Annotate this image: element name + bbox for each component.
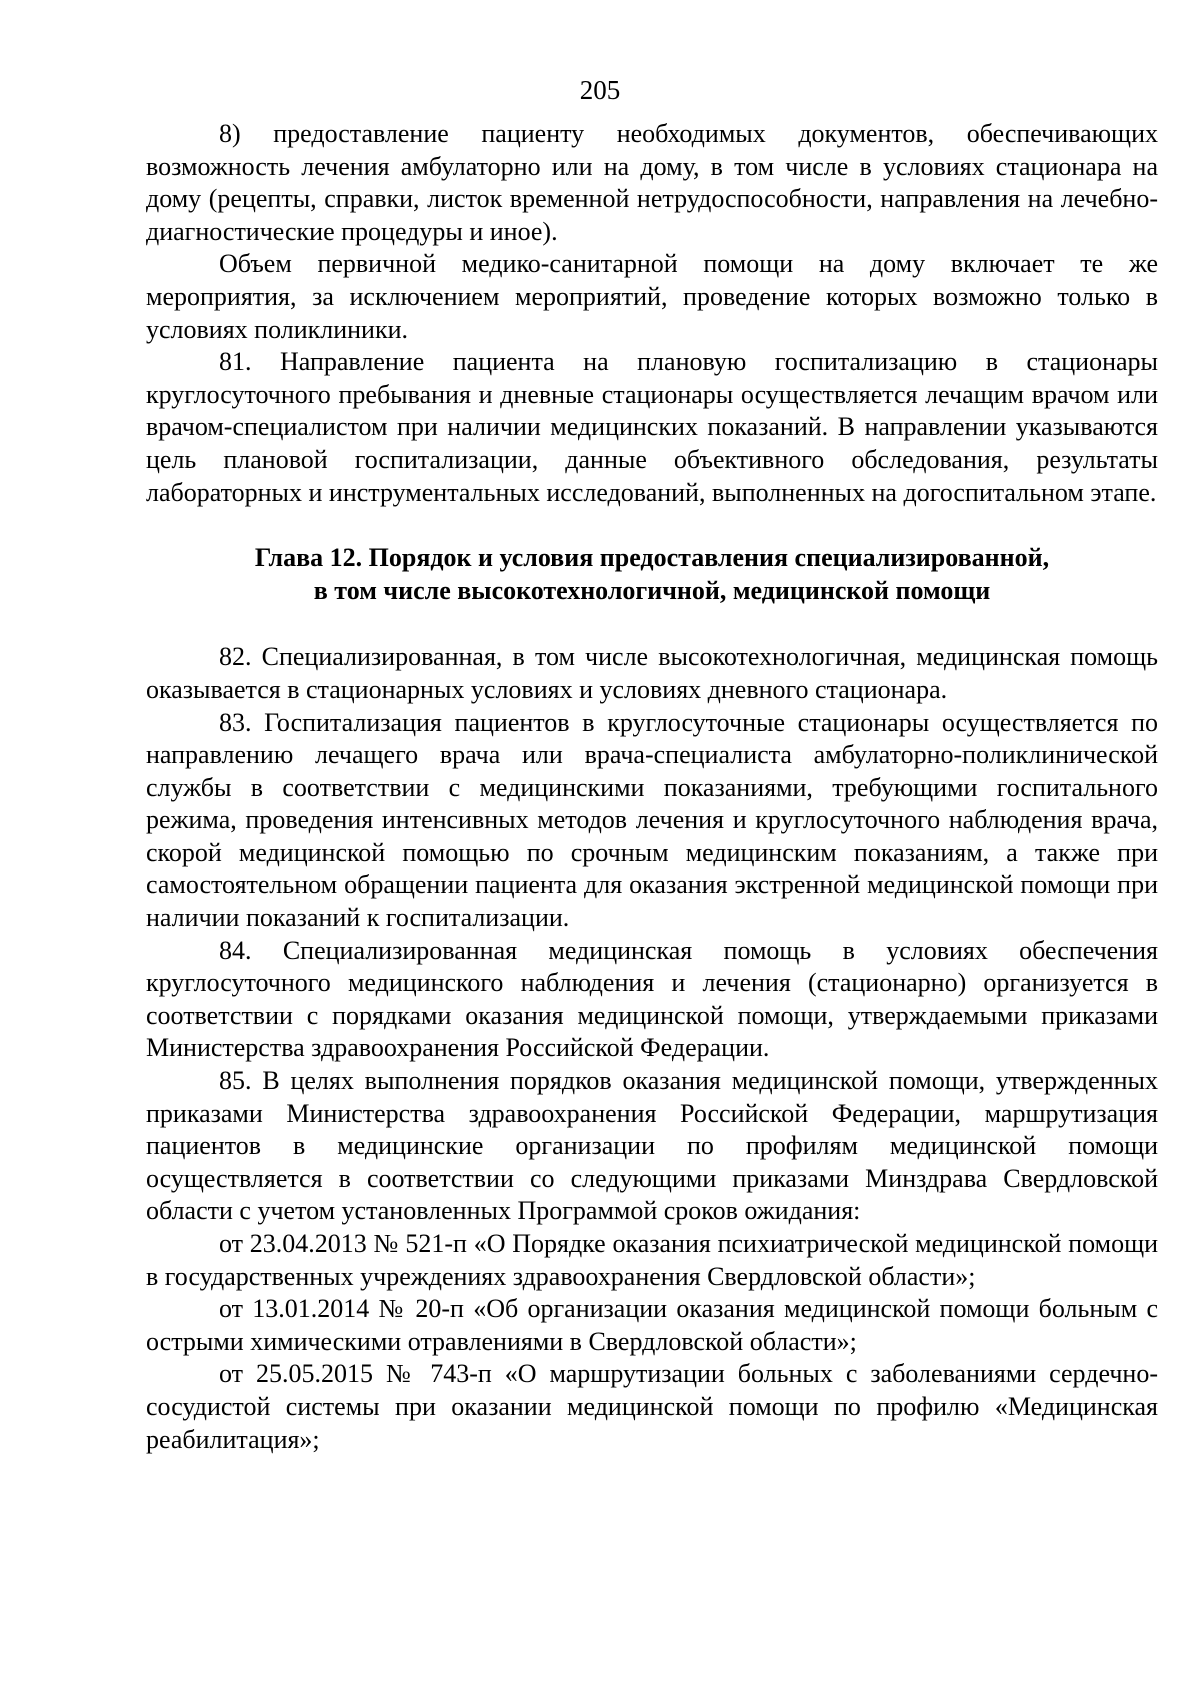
paragraph-item-8: 8) предоставление пациенту необходимых документов, обеспечивающих возможность лечения амбулаторно или на дому, в том числе в условиях стационара на дому (рецепты, справки, листок временной нетрудоспособности, направления на лечебно-диагностические процедуры и иное). bbox=[146, 119, 1158, 246]
document-body bbox=[146, 118, 1158, 1456]
paragraph-home-care-scope: Объем первичной медико-санитарной помощи на дому включает те же мероприятия, за исключением мероприятий, проведение которых возможно только в условиях поликлиники. bbox=[146, 249, 1158, 344]
order-item-20: от 13.01.2014 № 20-п «Об организации оказания медицинской помощи больным с острыми химическими отравлениями в Свердловской области»; bbox=[146, 1294, 1158, 1356]
order-item-521: от 23.04.2013 № 521-п «О Порядке оказания психиатрической медицинской помощи в государственных учреждениях здравоохранения Свердловской области»; bbox=[146, 1229, 1158, 1291]
chapter-heading-line-2: в том числе высокотехнологичной, медицинской помощи bbox=[313, 575, 991, 605]
chapter-heading-line-1: Глава 12. Порядок и условия предоставления специализированной, bbox=[254, 543, 1050, 573]
chapter-heading bbox=[146, 542, 1158, 607]
paragraph-84: 84. Специализированная медицинская помощь в условиях обеспечения круглосуточного медицинского наблюдения и лечения (стационарно) организуется в соответствии с порядками оказания медицинской помощи, утверждаемыми приказами Министерства здравоохранения Российской Федерации. bbox=[146, 935, 1158, 1063]
paragraph-85: 85. В целях выполнения порядков оказания медицинской помощи, утвержденных приказами Министерства здравоохранения Российской Федерации, маршрутизация пациентов в медицинские организации по профилям медицинской помощи осуществляется в соответствии со следующими приказами Минздрава Свердловской области с учетом установленных Программой сроков ожидания: bbox=[146, 1066, 1158, 1226]
paragraph-83: 83. Госпитализация пациентов в круглосуточные стационары осуществляется по направлению лечащего врача или врача-специалиста амбулаторно-поликлинической службы в соответствии с медицинскими показаниями, требующими госпитального режима, проведения интенсивных методов лечения и круглосуточного наблюдения врача, скорой медицинской помощью по срочным медицинским показаниям, а также при самостоятельном обращении пациента для оказания экстренной медицинской помощи при наличии показаний к госпитализации. bbox=[146, 707, 1158, 933]
paragraph-81: 81. Направление пациента на плановую госпитализацию в стационары круглосуточного пребывания и дневные стационары осуществляется лечащим врачом или врачом-специалистом при наличии медицинских показаний. В направлении указываются цель плановой госпитализации, данные объективного обследования, результаты лабораторных и инструментальных исследований, выполненных на догоспитальном этапе. bbox=[146, 347, 1158, 507]
page-number: 205 bbox=[579, 75, 621, 105]
order-item-743: от 25.05.2015 № 743-п «О маршрутизации больных с заболеваниями сердечно-сосудистой системы при оказании медицинской помощи по профилю «Медицинская реабилитация»; bbox=[146, 1359, 1158, 1454]
paragraph-82: 82. Специализированная, в том числе высокотехнологичная, медицинская помощь оказывается в стационарных условиях и условиях дневного стационара. bbox=[146, 642, 1158, 704]
